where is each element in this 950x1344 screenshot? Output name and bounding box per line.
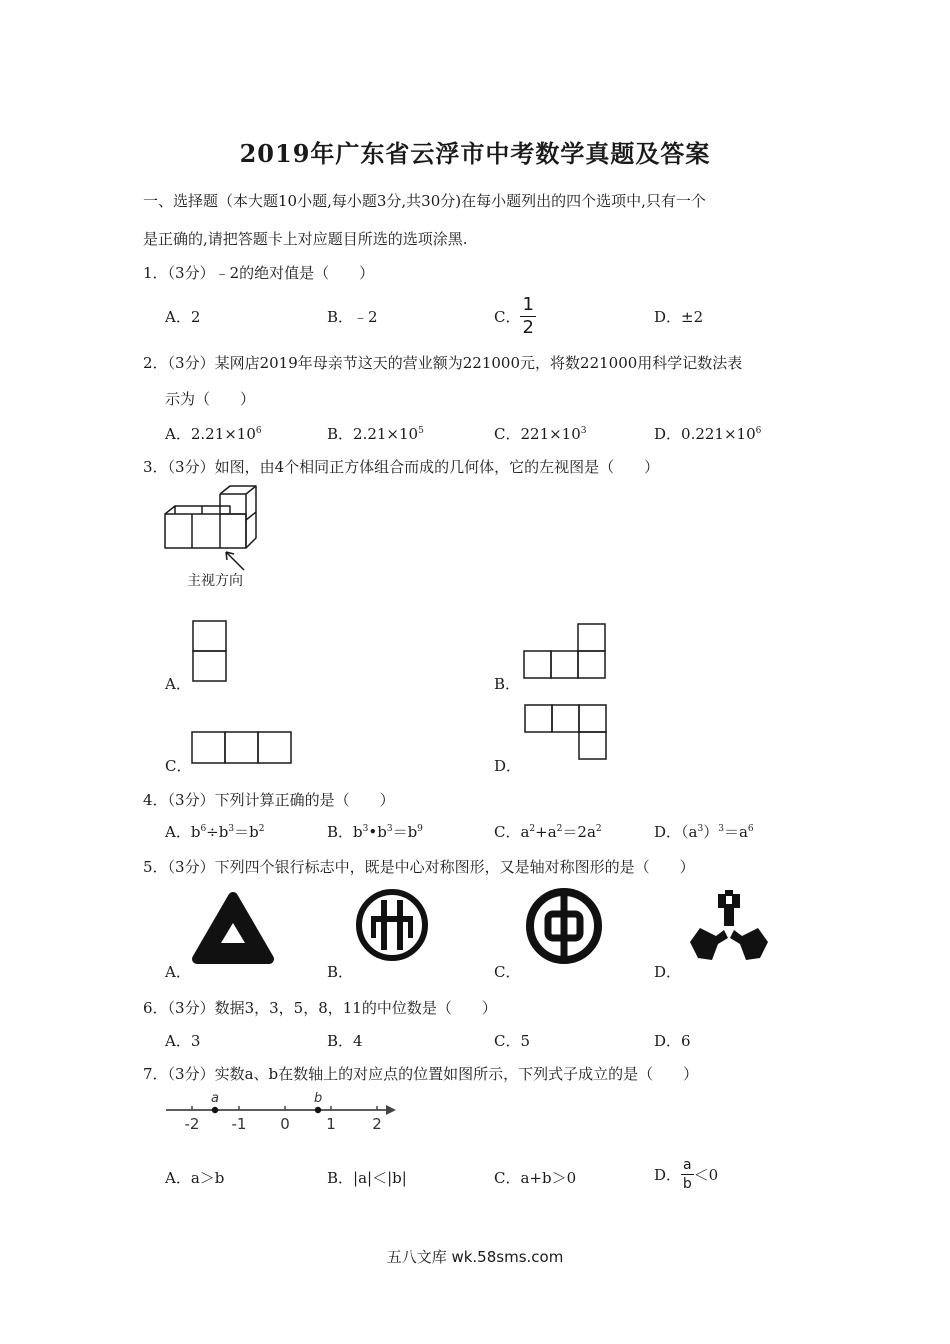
- term: +a: [535, 823, 557, 841]
- question-3-option-a-label[interactable]: A．: [165, 675, 191, 693]
- question-1-option-a[interactable]: A．2: [165, 308, 201, 326]
- point-b-label: b: [314, 1091, 323, 1106]
- footer-watermark: 五八文库 wk.58sms.com: [386, 1248, 564, 1266]
- question-3-stem: 3．（3分）如图，由4个相同正方体组合而成的几何体，它的左视图是（ ）: [143, 458, 660, 476]
- section-instructions-line1: 一、选择题（本大题10小题,每小题3分,共30分)在每小题列出的四个选项中,只有一个: [143, 192, 706, 210]
- option-label: D．: [654, 1166, 682, 1184]
- axis-tick-label: 2: [372, 1115, 382, 1133]
- bank-logo-d-icon[interactable]: [686, 890, 772, 964]
- question-2-stem-line2: 示为（ ）: [165, 390, 256, 408]
- option-text: A．2.21×10: [165, 425, 256, 443]
- option-text: D．0.221×10: [654, 425, 756, 443]
- question-1-option-c[interactable]: [494, 296, 536, 337]
- question-5-stem: 5．（3分）下列四个银行标志中，既是中心对称图形，又是轴对称图形的是（ ）: [143, 858, 695, 876]
- term: ÷b: [206, 823, 229, 841]
- question-4-option-b[interactable]: [327, 821, 423, 842]
- fraction-denominator: 2: [522, 317, 534, 338]
- question-2-option-d[interactable]: [654, 423, 761, 444]
- term: ＝a: [723, 823, 748, 841]
- term: •b: [368, 823, 387, 841]
- fraction-numerator: 1: [522, 294, 534, 315]
- axis-tick-label: -1: [231, 1115, 247, 1133]
- question-5-option-b-label[interactable]: B．: [327, 963, 354, 981]
- term: B．b: [327, 823, 363, 841]
- term: ）: [703, 823, 719, 841]
- axis-tick-label: 1: [326, 1115, 336, 1133]
- question-5-option-c-label[interactable]: C．: [494, 963, 521, 981]
- question-6-option-c[interactable]: C．5: [494, 1032, 531, 1050]
- question-1-stem: 1．（3分）﹣2的绝对值是（ ）: [143, 264, 375, 282]
- axis-tick-label: 0: [280, 1115, 290, 1133]
- fraction-numerator: a: [683, 1157, 692, 1173]
- exponent: 3: [580, 426, 587, 436]
- term: ＝2a: [562, 823, 596, 841]
- question-5-option-d-label[interactable]: D．: [654, 963, 682, 981]
- point-a-label: a: [211, 1091, 219, 1106]
- question-1-option-b[interactable]: B．﹣2: [327, 308, 378, 326]
- exponent: 9: [417, 824, 423, 834]
- exponent: 2: [529, 824, 536, 834]
- term: ＝b: [392, 823, 418, 841]
- question-5-option-a-label[interactable]: A．: [165, 963, 191, 981]
- bank-logo-c-icon[interactable]: [524, 886, 604, 966]
- page-title: 2019年广东省云浮市中考数学真题及答案: [239, 139, 711, 168]
- question-6-option-d[interactable]: D．6: [654, 1032, 691, 1050]
- exponent: 2: [556, 824, 563, 834]
- question-3-view-direction-label: 主视方向: [187, 573, 243, 589]
- question-7-option-a[interactable]: A．a＞b: [165, 1169, 225, 1187]
- question-7-option-d[interactable]: [654, 1158, 718, 1191]
- question-3-option-c-figure[interactable]: [191, 731, 293, 765]
- term: ＝b: [234, 823, 259, 841]
- question-1-option-c-label: C．: [494, 308, 521, 326]
- question-3-option-b-label[interactable]: B．: [494, 675, 521, 693]
- exponent: 3: [386, 824, 393, 834]
- question-4-stem: 4．（3分）下列计算正确的是（ ）: [143, 791, 395, 809]
- axis-tick-label: -2: [184, 1115, 200, 1133]
- question-3-option-d-label[interactable]: D．: [494, 757, 522, 775]
- term: C．a: [494, 823, 530, 841]
- section-instructions-line2: 是正确的,请把答题卡上对应题目所选的选项涂黑.: [143, 230, 468, 248]
- question-3-cube-figure: [160, 484, 270, 564]
- option-text: ＜0: [693, 1166, 719, 1184]
- question-6-option-b[interactable]: B．4: [327, 1032, 363, 1050]
- question-3-option-a-figure[interactable]: [192, 620, 228, 682]
- question-2-stem-line1: 2．（3分）某网店2019年母亲节这天的营业额为221000元，将数221000用科学记数法表: [143, 354, 743, 372]
- fraction-denominator: b: [682, 1176, 692, 1192]
- exponent: 5: [418, 426, 424, 436]
- question-3-option-d-figure[interactable]: [524, 704, 608, 761]
- question-3-option-c-label[interactable]: C．: [165, 757, 192, 775]
- exponent: 3: [697, 824, 704, 834]
- exponent: 6: [747, 824, 754, 834]
- question-2-option-b[interactable]: [327, 423, 424, 444]
- question-4-option-c[interactable]: [494, 821, 602, 842]
- question-6-stem: 6．（3分）数据3，3，5，8，11的中位数是（ ）: [143, 999, 497, 1017]
- exponent: 2: [595, 824, 602, 834]
- term: A．b: [165, 823, 201, 841]
- question-7-option-c[interactable]: C．a+b＞0: [494, 1169, 577, 1187]
- option-text: C．221×10: [494, 425, 581, 443]
- question-1-option-c-fraction: [520, 296, 535, 337]
- exponent: 3: [718, 824, 724, 834]
- question-6-option-a[interactable]: A．3: [165, 1032, 201, 1050]
- question-4-option-d[interactable]: [654, 821, 754, 842]
- question-1-option-d[interactable]: D．±2: [654, 308, 704, 326]
- bank-logo-b-icon[interactable]: [353, 886, 431, 964]
- bank-logo-a-icon[interactable]: [193, 893, 273, 965]
- exponent: 2: [258, 824, 265, 834]
- exponent: 3: [228, 824, 235, 834]
- question-7-number-line: [164, 1090, 404, 1136]
- exponent: 3: [362, 824, 369, 834]
- question-4-option-a[interactable]: [165, 821, 264, 842]
- exponent: 6: [200, 824, 207, 834]
- question-7-option-b[interactable]: B．|a|＜|b|: [327, 1169, 407, 1187]
- term: D．（a: [654, 823, 698, 841]
- exponent: 6: [255, 426, 262, 436]
- point-b-marker: [315, 1107, 321, 1113]
- question-7-option-d-fraction: [681, 1158, 694, 1191]
- point-a-marker: [212, 1107, 218, 1113]
- option-text: B．2.21×10: [327, 425, 419, 443]
- question-2-option-c[interactable]: [494, 423, 587, 444]
- question-7-stem: 7．（3分）实数a、b在数轴上的对应点的位置如图所示，下列式子成立的是（ ）: [143, 1065, 699, 1083]
- question-2-option-a[interactable]: [165, 423, 262, 444]
- question-3-option-b-figure[interactable]: [523, 623, 607, 680]
- exponent: 6: [755, 426, 762, 436]
